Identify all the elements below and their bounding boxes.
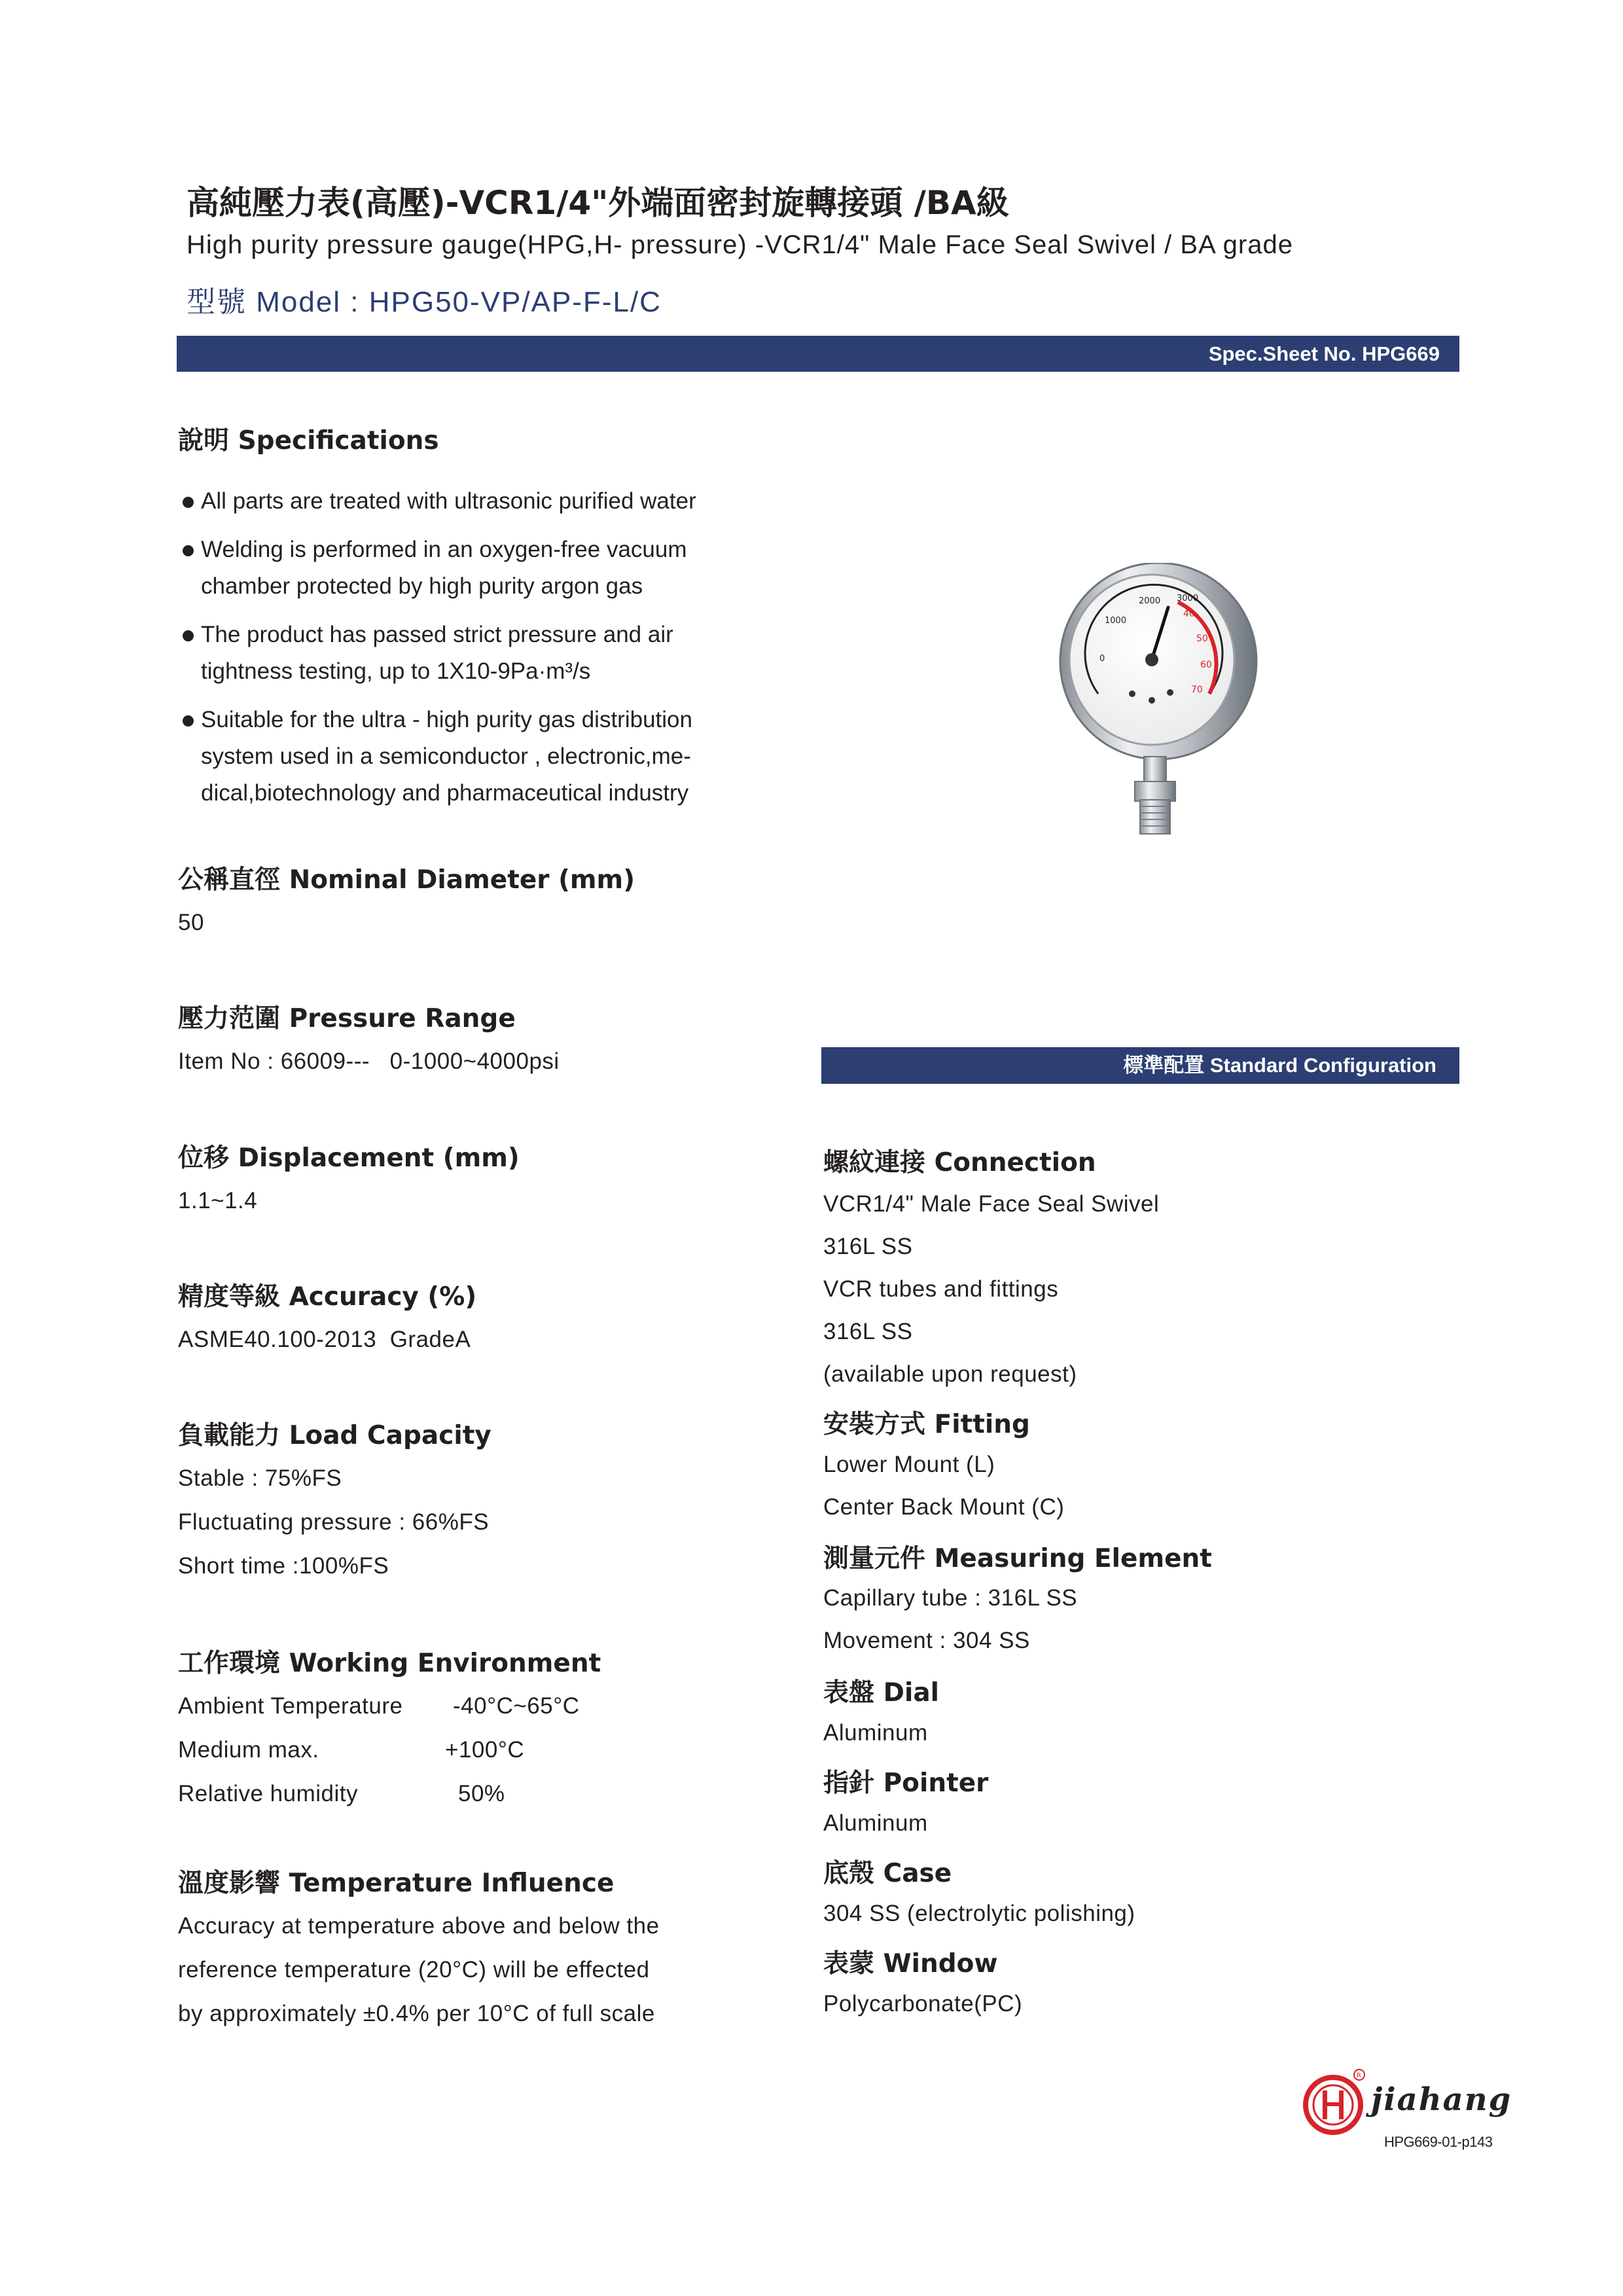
page-title-chinese: 高純壓力表(高壓)-VCR1/4"外端面密封旋轉接頭 /BA級 xyxy=(187,184,1009,222)
svg-text:50: 50 xyxy=(1196,634,1208,644)
environment-value: 50% xyxy=(458,1781,505,1806)
working-environment-title: 工作環境 Working Environment xyxy=(178,1649,601,1678)
spec-item: All parts are treated with ultrasonic purified water xyxy=(180,483,769,520)
connection-line: VCR1/4" Male Face Seal Swivel xyxy=(823,1191,1160,1217)
standard-configuration-title: 標準配置 Standard Configuration xyxy=(1123,1054,1436,1077)
temperature-influence-line: reference temperature (20°C) will be effected xyxy=(178,1957,650,1982)
brand-name: jiahang xyxy=(1371,2081,1512,2118)
svg-text:0: 0 xyxy=(1099,654,1105,664)
environment-value: +100°C xyxy=(445,1737,525,1763)
pressure-range-value: Item No : 66009--- 0-1000~4000psi xyxy=(178,1049,560,1074)
svg-text:3000: 3000 xyxy=(1177,594,1199,603)
case-title: 底殼 Case xyxy=(823,1859,952,1888)
displacement-value: 1.1~1.4 xyxy=(178,1188,258,1213)
specifications-title: 說明 Specifications xyxy=(178,426,439,456)
dial-title: 表盤 Dial xyxy=(823,1678,940,1708)
environment-row xyxy=(178,1737,524,1763)
svg-text:R: R xyxy=(1357,2072,1361,2079)
temperature-influence-title: 溫度影響 Temperature Influence xyxy=(178,1869,615,1898)
specifications-list xyxy=(180,483,769,823)
spec-item: The product has passed strict pressure and air tightness testing, up to 1X10-9Pa·m³/s xyxy=(180,617,751,690)
spec-item: Suitable for the ultra - high purity gas distribution system used in a semiconductor , electronic,me-dical,biotechnology and pharmaceutical industry xyxy=(180,702,751,812)
spec-item: Welding is performed in an oxygen-free vacuum chamber protected by high purity argon gas xyxy=(180,531,751,605)
svg-text:70: 70 xyxy=(1191,685,1203,695)
connection-line: 316L SS xyxy=(823,1319,913,1344)
environment-label: Medium max. xyxy=(178,1737,319,1763)
temperature-influence-line: by approximately ±0.4% per 10°C of full scale xyxy=(178,2001,655,2026)
spec-sheet-number: Spec.Sheet No. HPG669 xyxy=(1208,342,1440,365)
temperature-influence-line: Accuracy at temperature above and below the xyxy=(178,1913,660,1939)
load-capacity-title: 負載能力 Load Capacity xyxy=(178,1421,491,1450)
pressure-gauge-image xyxy=(1054,563,1263,838)
page-title-english: High purity pressure gauge(HPG,H- pressure) -VCR1/4" Male Face Seal Swivel / BA grade xyxy=(187,230,1293,259)
fitting-line: Center Back Mount (C) xyxy=(823,1494,1065,1520)
accuracy-title: 精度等級 Accuracy (%) xyxy=(178,1282,477,1312)
window-title: 表蒙 Window xyxy=(823,1949,998,1979)
environment-label: Relative humidity xyxy=(178,1781,358,1806)
pointer-value: Aluminum xyxy=(823,1810,928,1836)
svg-text:2000: 2000 xyxy=(1139,596,1161,606)
connection-title: 螺紋連接 Connection xyxy=(823,1148,1096,1177)
accuracy-value: ASME40.100-2013 GradeA xyxy=(178,1327,471,1352)
environment-row xyxy=(178,1693,580,1719)
load-capacity-fluctuating: Fluctuating pressure : 66%FS xyxy=(178,1509,490,1535)
connection-line: (available upon request) xyxy=(823,1361,1077,1387)
nominal-diameter-value: 50 xyxy=(178,910,204,935)
fitting-title: 安裝方式 Fitting xyxy=(823,1410,1030,1439)
measuring-element-line: Capillary tube : 316L SS xyxy=(823,1585,1078,1611)
fitting-line: Lower Mount (L) xyxy=(823,1452,995,1477)
svg-text:40: 40 xyxy=(1183,609,1195,619)
measuring-element-line: Movement : 304 SS xyxy=(823,1628,1030,1653)
connection-line: VCR tubes and fittings xyxy=(823,1276,1059,1302)
model-number: 型號 Model : HPG50-VP/AP-F-L/C xyxy=(187,286,662,318)
pressure-range-title: 壓力范圍 Pressure Range xyxy=(178,1004,516,1033)
environment-label: Ambient Temperature xyxy=(178,1693,403,1719)
load-capacity-short-time: Short time :100%FS xyxy=(178,1553,389,1579)
load-capacity-stable: Stable : 75%FS xyxy=(178,1465,342,1491)
window-value: Polycarbonate(PC) xyxy=(823,1991,1023,2017)
nominal-diameter-title: 公稱直徑 Nominal Diameter (mm) xyxy=(178,865,635,895)
measuring-element-title: 測量元件 Measuring Element xyxy=(823,1544,1212,1573)
standard-configuration-bar xyxy=(821,1047,1459,1084)
svg-text:60: 60 xyxy=(1200,660,1212,670)
displacement-title: 位移 Displacement (mm) xyxy=(178,1143,520,1173)
connection-line: 316L SS xyxy=(823,1234,913,1259)
jiahang-logo-icon xyxy=(1299,2068,1368,2137)
pointer-title: 指針 Pointer xyxy=(823,1768,989,1798)
dial-value: Aluminum xyxy=(823,1720,928,1746)
environment-row xyxy=(178,1781,505,1807)
environment-value: -40°C~65°C xyxy=(453,1693,580,1719)
svg-text:1000: 1000 xyxy=(1105,616,1127,626)
document-number: HPG669-01-p143 xyxy=(1384,2134,1493,2150)
case-value: 304 SS (electrolytic polishing) xyxy=(823,1901,1135,1926)
spec-sheet-bar xyxy=(177,336,1459,372)
